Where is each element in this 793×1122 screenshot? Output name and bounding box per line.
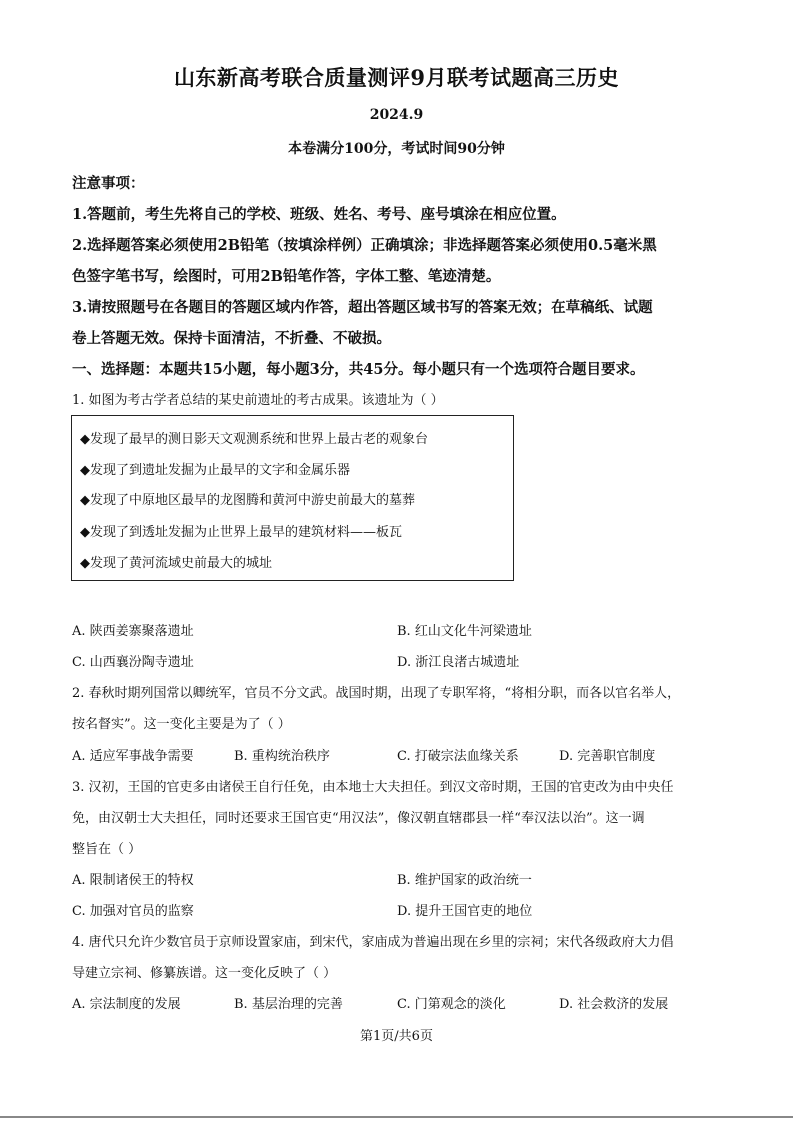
section-heading: 一、选择题：本题共15小题，每小题3分，共45分。每小题只有一个选项符合题目要求。 bbox=[72, 361, 645, 378]
note-line: 色签字笔书写，绘图时，可用2B铅笔作答，字体工整、笔迹清楚。 bbox=[72, 268, 501, 285]
question-3-stem: 整旨在（ ） bbox=[72, 842, 142, 857]
question-1-evidence-box bbox=[71, 415, 514, 581]
option-a: A. 适应军事战争需要 bbox=[72, 749, 194, 764]
option-b: B. 基层治理的完善 bbox=[234, 997, 343, 1012]
question-4-stem: 导建立宗祠、修纂族谱。这一变化反映了（ ） bbox=[72, 966, 337, 981]
option-d: D. 社会救济的发展 bbox=[559, 997, 669, 1012]
note-line: 1.答题前，考生先将自己的学校、班级、姓名、考号、座号填涂在相应位置。 bbox=[72, 206, 566, 223]
option-c: C. 山西襄汾陶寺遗址 bbox=[72, 655, 194, 670]
option-c: C. 门第观念的淡化 bbox=[397, 997, 506, 1012]
page-number: 第1页/共6页 bbox=[360, 1029, 433, 1044]
option-d: D. 浙江良渚古城遗址 bbox=[397, 655, 520, 670]
option-b: B. 重构统治秩序 bbox=[234, 749, 330, 764]
question-2-stem: 按名督实”。这一变化主要是为了（ ） bbox=[72, 717, 291, 732]
page-bottom-divider bbox=[0, 1116, 793, 1118]
evidence-item: ◆发现了到遗址发掘为止最早的文字和金属乐器 bbox=[80, 463, 350, 478]
option-c: C. 打破宗法血缘关系 bbox=[397, 749, 519, 764]
evidence-item: ◆发现了到透址发掘为止世界上最早的建筑材料——板瓦 bbox=[80, 525, 402, 540]
question-3-stem: 3. 汉初，王国的官吏多由诸侯王自行任免，由本地士大夫担任。到汉文帝时期，王国的官吏改为由中央任 bbox=[72, 780, 674, 795]
option-a: A. 宗法制度的发展 bbox=[72, 997, 181, 1012]
evidence-item: ◆发现了最早的测日影天文观测系统和世界上最古老的观象台 bbox=[80, 432, 428, 447]
option-d: D. 提升王国官吏的地位 bbox=[397, 904, 533, 919]
question-2-stem: 2. 春秋时期列国常以卿统军，官员不分文武。战国时期，出现了专职军将，“将相分职，而各以官名举人， bbox=[72, 686, 681, 701]
evidence-item: ◆发现了黄河流域史前最大的城址 bbox=[80, 556, 272, 571]
option-a: A. 限制诸侯王的特权 bbox=[72, 873, 194, 888]
option-b: B. 红山文化牛河梁遗址 bbox=[397, 624, 532, 639]
question-4-stem: 4. 唐代只允许少数官员于京师设置家庙，到宋代，家庙成为普遍出现在乡里的宗祠；宋代各级政府大力倡 bbox=[72, 935, 674, 950]
note-line: 2.选择题答案必须使用2B铅笔（按填涂样例）正确填涂；非选择题答案必须使用0.5毫米黑 bbox=[72, 237, 657, 254]
note-line: 3.请按照题号在各题目的答题区域内作答，超出答题区域书写的答案无效；在草稿纸、试题 bbox=[72, 299, 653, 316]
option-a: A. 陕西姜寨聚落遗址 bbox=[72, 624, 194, 639]
option-c: C. 加强对官员的监察 bbox=[72, 904, 194, 919]
page-title: 山东新高考联合质量测评9月联考试题高三历史 bbox=[173, 65, 620, 90]
exam-date: 2024.9 bbox=[369, 107, 424, 123]
notes-heading: 注意事项： bbox=[72, 175, 145, 192]
evidence-item: ◆发现了中原地区最早的龙图腾和黄河中游史前最大的墓葬 bbox=[80, 493, 415, 508]
option-b: B. 维护国家的政治统一 bbox=[397, 873, 532, 888]
question-3-stem: 免，由汉朝士大夫担任，同时还要求王国官吏“用汉法”，像汉朝直辖郡县一样“奉汉法以治”。这一调 bbox=[72, 811, 645, 826]
note-line: 卷上答题无效。保持卡面清洁，不折叠、不破损。 bbox=[72, 330, 391, 347]
option-d: D. 完善职官制度 bbox=[559, 749, 656, 764]
exam-subtitle: 本卷满分100分，考试时间90分钟 bbox=[288, 141, 505, 157]
question-1-stem: 1. 如图为考古学者总结的某史前遗址的考古成果。该遗址为（ ） bbox=[72, 393, 444, 408]
